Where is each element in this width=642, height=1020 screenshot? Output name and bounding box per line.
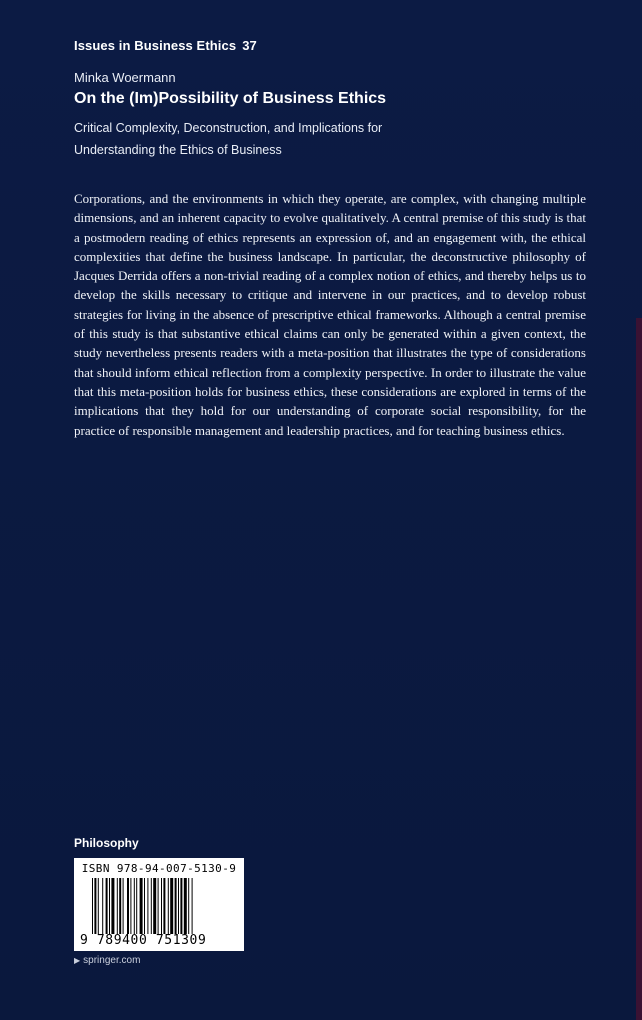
barcode-bar [184, 878, 187, 934]
barcode-bar [180, 878, 182, 934]
series-title [74, 38, 257, 53]
barcode-bar [102, 878, 103, 934]
barcode-bar [119, 878, 121, 934]
book-subtitle: Critical Complexity, Deconstruction, and Implications for Understanding the Ethics of Business [74, 121, 383, 157]
barcode-bar [109, 878, 110, 934]
barcode-bar [170, 878, 173, 934]
barcode-bars [92, 878, 234, 934]
barcode-bar [130, 878, 131, 934]
barcode-bar [123, 878, 124, 934]
publisher-url: springer.com [83, 955, 141, 966]
barcode-bar [111, 878, 114, 934]
barcode-bar [158, 878, 159, 934]
book-blurb: Corporations, and the environments in which they operate, are complex, with changing multiple dimensions, and an inherent capacity to evolve qualitatively. A central premise of this study is that a postmodern reading of ethics represents an expression of, and an engagement with, the ethical complexities that define the business landscape. In particular, the deconstructive philosophy of Jacques Derrida offers a non-trivial reading of a complex notion of ethics, and thereby helps us to develop the skills necessary to critique and intervene in our practices, and to develop robust strategies for living in the absence of prescriptive ethical frameworks. Although a central premise of this study is that substantive ethical claims can only be generated within a given context, the study nevertheless presents readers with a meta-position that illustrates the type of considerations that should inform ethical reflection from a complexity perspective. In order to illustrate the value that this meta-position holds for business ethics, these considerations are explored in terms of the implications that they hold for our understanding of corporate social responsibility, for the practice of responsible management and leadership practices, and for teaching business ethics. [74, 191, 586, 438]
isbn-barcode [74, 858, 244, 951]
barcode-bar [147, 878, 148, 934]
barcode-bar [151, 878, 152, 934]
barcode-bar [127, 878, 129, 934]
barcode-bar [140, 878, 143, 934]
barcode-bar [168, 878, 169, 934]
spine-accent-strip [636, 318, 642, 1020]
isbn-label: ISBN 978-94-007-5130-9 [81, 862, 237, 875]
barcode-bar [153, 878, 156, 934]
book-title: On the (Im)Possibility of Business Ethics [74, 90, 387, 107]
series-name: Issues in Business Ethics [74, 38, 237, 53]
barcode-bar [188, 878, 189, 934]
barcode-digits: 9 789400 751309 [80, 933, 207, 948]
barcode-bar [192, 878, 193, 934]
barcode-bar [144, 878, 145, 934]
barcode-bar [178, 878, 179, 934]
barcode-bar [117, 878, 118, 934]
barcode-bar [161, 878, 162, 934]
barcode-bar [136, 878, 137, 934]
author-name: Minka Woermann [74, 70, 176, 85]
barcode-bar [106, 878, 108, 934]
barcode-bar [94, 878, 96, 934]
subject-category: Philosophy [74, 836, 139, 850]
triangle-right-icon: ▶ [74, 956, 81, 965]
series-volume: 37 [242, 38, 257, 53]
barcode-bar [92, 878, 93, 934]
barcode-bar [98, 878, 99, 934]
barcode-bar [163, 878, 165, 934]
publisher-link[interactable] [74, 955, 140, 966]
barcode-bar [175, 878, 177, 934]
barcode-bar [134, 878, 135, 934]
